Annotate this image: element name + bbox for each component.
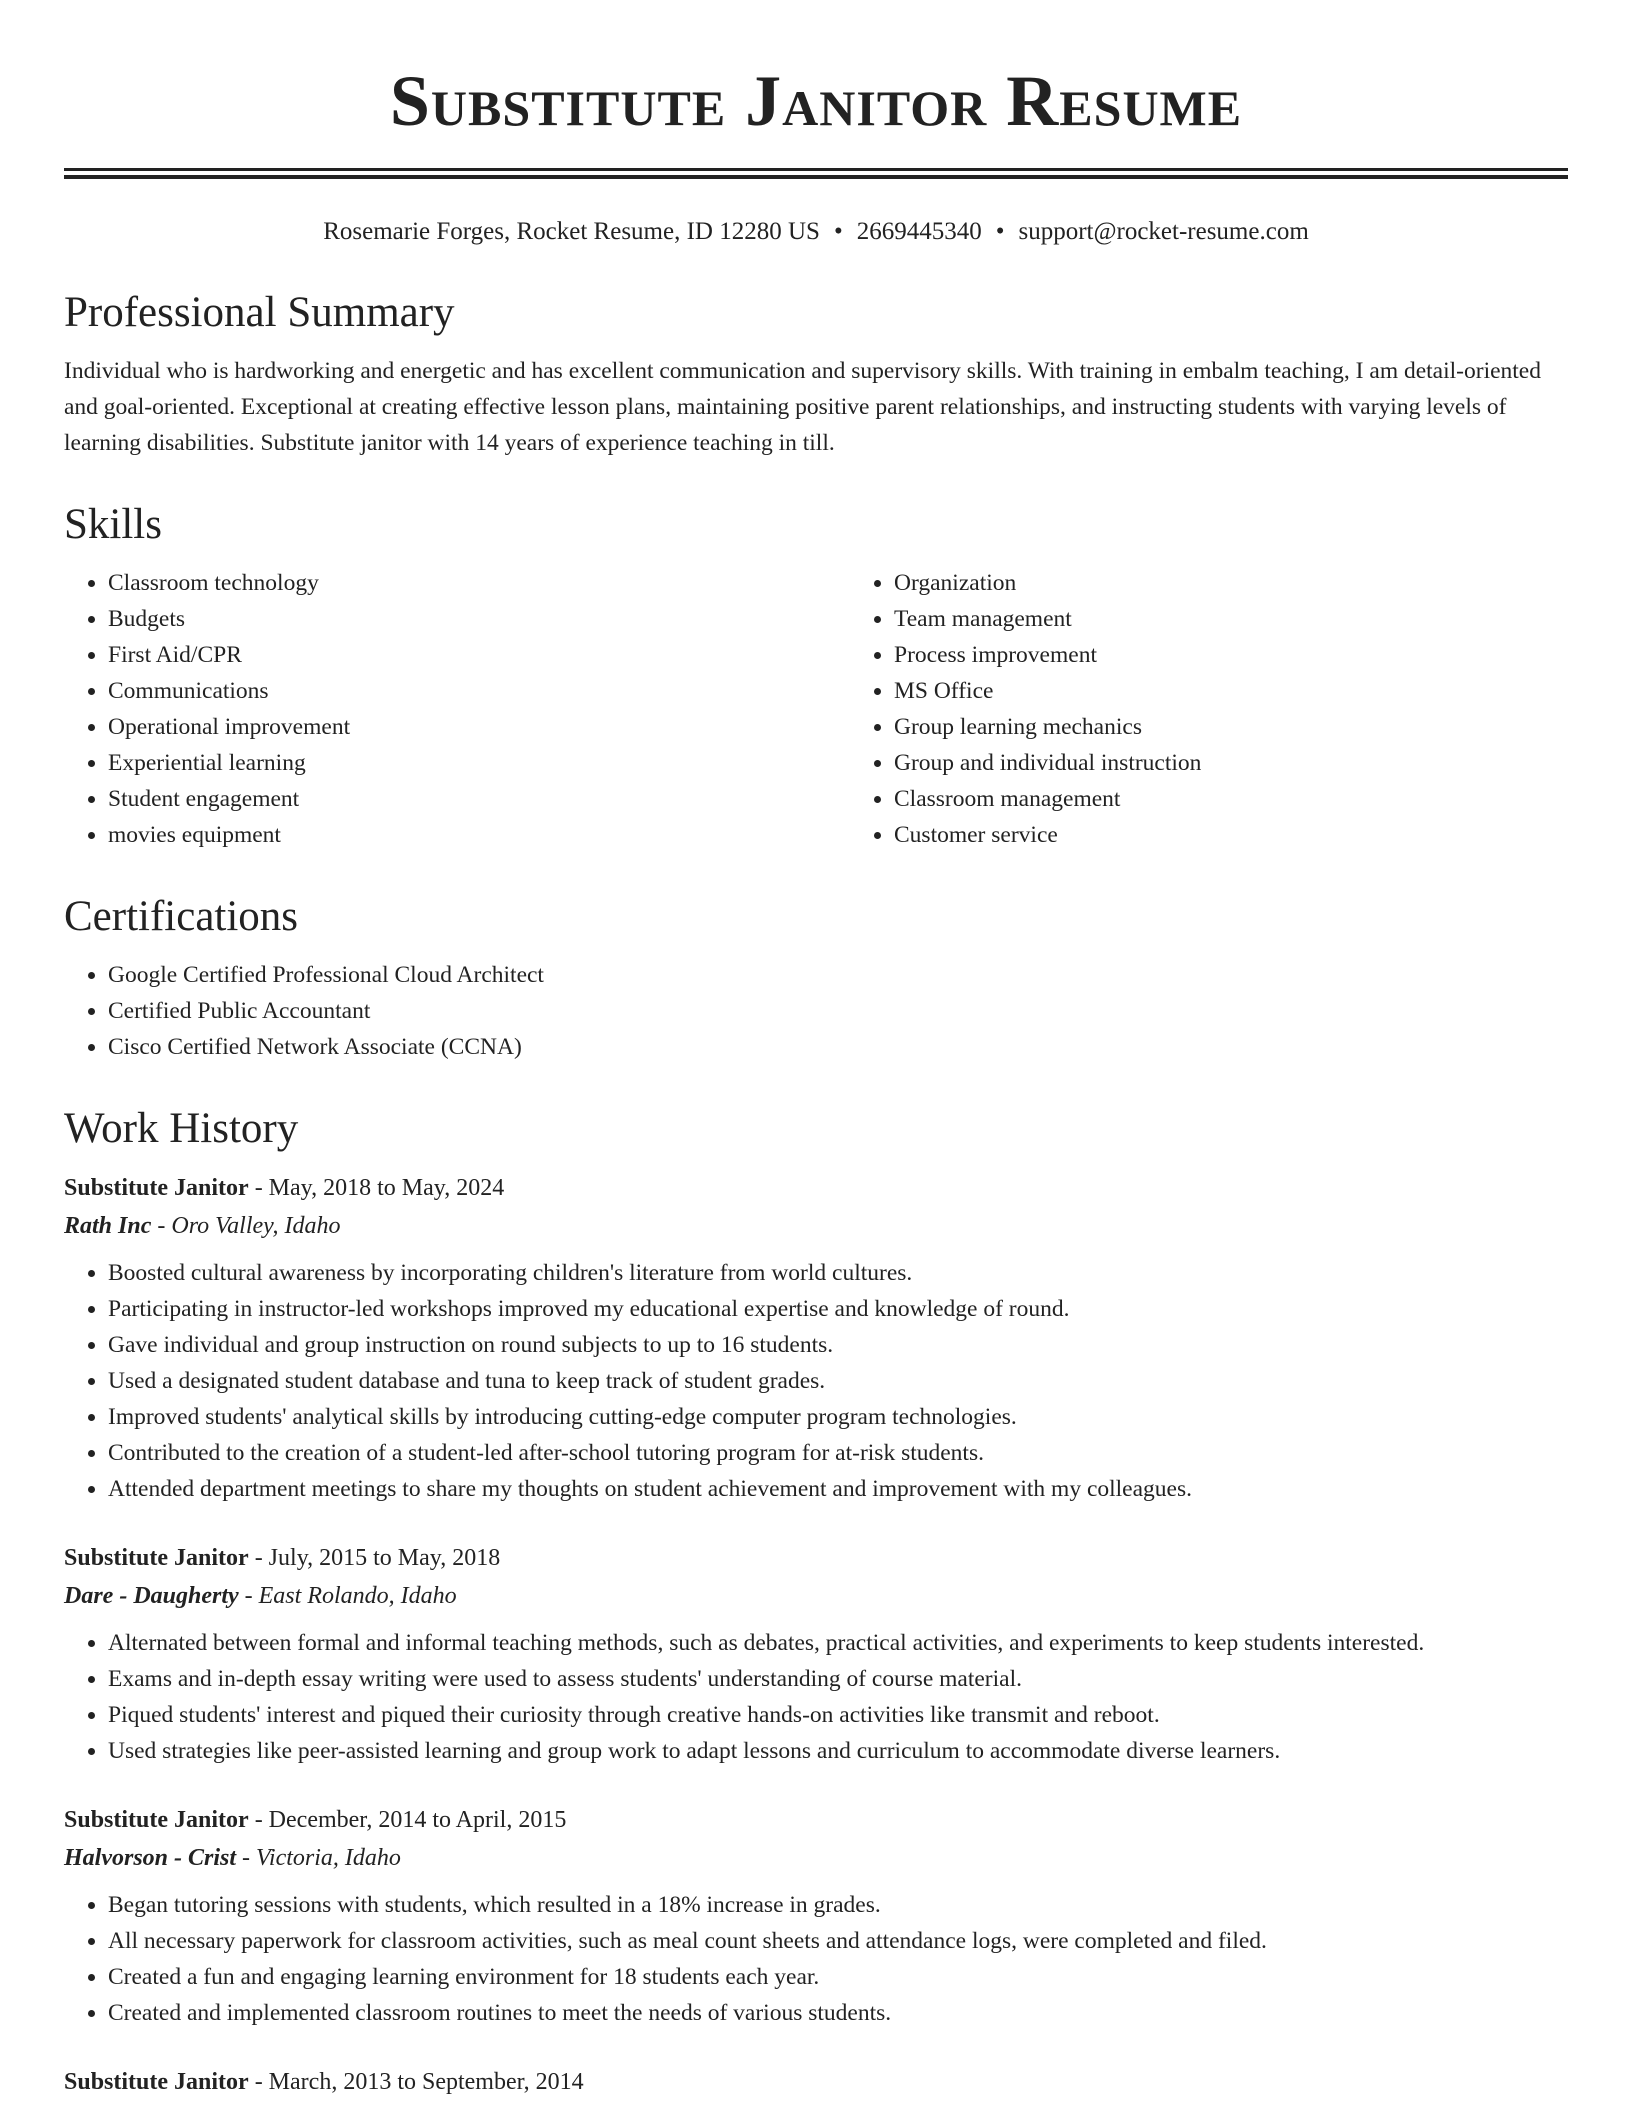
skill-item: • Process improvement — [894, 637, 1632, 673]
job-entry — [64, 2063, 1568, 2101]
job-location: - East Rolando, Idaho — [244, 1583, 457, 1609]
contact-email: support@rocket-resume.com — [1018, 218, 1309, 245]
job-company: Halvorson - Crist — [64, 1845, 237, 1871]
job-entry — [64, 1801, 1568, 2031]
job-company: Dare - Daugherty — [64, 1583, 239, 1609]
skill-item: • First Aid/CPR — [108, 637, 850, 673]
job-bullet-list — [64, 1255, 1568, 1507]
work-history-heading: Work History — [64, 1105, 299, 1152]
skill-item: • Classroom management — [894, 781, 1632, 817]
job-title: Substitute Janitor — [64, 1545, 249, 1571]
job-title-line — [64, 1539, 1568, 1577]
job-title: Substitute Janitor — [64, 2069, 249, 2095]
skill-item: • Student engagement — [108, 781, 850, 817]
job-bullet: • Gave individual and group instruction on round subjects to up to 16 students. — [108, 1327, 1568, 1363]
job-bullet: • Attended department meetings to share my thoughts on student achievement and improvement with my colleagues. — [108, 1471, 1568, 1507]
job-bullet: • Began tutoring sessions with students, which resulted in a 18% increase in grades. — [108, 1887, 1568, 1923]
skill-item: • movies equipment — [108, 817, 850, 853]
job-dates: - May, 2018 to May, 2024 — [254, 1175, 505, 1201]
skills-section — [64, 499, 1568, 853]
job-location: - Oro Valley, Idaho — [157, 1213, 341, 1239]
certifications-list — [64, 957, 1568, 1065]
contact-address: Rosemarie Forges, Rocket Resume, ID 12280 US — [323, 218, 820, 245]
job-dates: - December, 2014 to April, 2015 — [254, 1807, 567, 1833]
summary-heading: Professional Summary — [64, 289, 455, 336]
certification-item: • Certified Public Accountant — [108, 993, 1568, 1029]
certifications-section — [64, 891, 1568, 1065]
job-dates: - July, 2015 to May, 2018 — [254, 1545, 501, 1571]
certifications-heading: Certifications — [64, 893, 299, 940]
skill-item: • Budgets — [108, 601, 850, 637]
summary-text: Individual who is hardworking and energetic and has excellent communication and supervisory skills. With training in embalm teaching, I am detail-oriented and goal-oriented. Exceptional at creating effective lesson plans, maintaining positive parent relationships, and instructing students with varying levels of learning disabilities. Substitute janitor with 14 years of experience teaching in till. — [64, 358, 1541, 456]
skill-item: • Classroom technology — [108, 565, 850, 601]
job-title: Substitute Janitor — [64, 1807, 249, 1833]
job-bullet: • Piqued students' interest and piqued their curiosity through creative hands-on activities like transmit and reboot. — [108, 1697, 1568, 1733]
summary-section — [64, 287, 1568, 461]
certification-item: • Google Certified Professional Cloud Architect — [108, 957, 1568, 993]
job-bullet: • Alternated between formal and informal teaching methods, such as debates, practical activities, and experiments to keep students interested. — [108, 1625, 1568, 1661]
job-title-line — [64, 2063, 1568, 2101]
job-dates: - March, 2013 to September, 2014 — [254, 2069, 584, 2095]
job-company-line — [64, 1207, 1568, 1245]
resume-title: Substitute Janitor Resume — [389, 61, 1243, 141]
skill-item: • Operational improvement — [108, 709, 850, 745]
contact-separator: • — [833, 218, 843, 245]
skill-item: • Experiential learning — [108, 745, 850, 781]
skills-heading: Skills — [64, 501, 162, 548]
contact-phone: 2669445340 — [856, 218, 982, 245]
job-bullet-list — [64, 1887, 1568, 2031]
job-bullet: • Improved students' analytical skills by introducing cutting-edge computer program technologies. — [108, 1399, 1568, 1435]
title-divider — [64, 168, 1568, 179]
contact-line — [64, 215, 1568, 249]
job-bullet: • Boosted cultural awareness by incorporating children's literature from world cultures. — [108, 1255, 1568, 1291]
skills-list-left — [64, 565, 850, 853]
skills-grid — [64, 565, 1568, 853]
job-location: - Victoria, Idaho — [242, 1845, 401, 1871]
job-bullet: • Created a fun and engaging learning environment for 18 students each year. — [108, 1959, 1568, 1995]
job-bullet: • Contributed to the creation of a student-led after-school tutoring program for at-risk students. — [108, 1435, 1568, 1471]
contact-separator: • — [995, 218, 1005, 245]
skill-item: • Customer service — [894, 817, 1632, 853]
job-company-line — [64, 1577, 1568, 1615]
skill-item: • MS Office — [894, 673, 1632, 709]
job-entry — [64, 1539, 1568, 1769]
job-title-line — [64, 1801, 1568, 1839]
job-bullet-list — [64, 1625, 1568, 1769]
skill-item: • Group and individual instruction — [894, 745, 1632, 781]
job-company-line — [64, 1839, 1568, 1877]
skill-item: • Group learning mechanics — [894, 709, 1632, 745]
job-bullet: • Used a designated student database and tuna to keep track of student grades. — [108, 1363, 1568, 1399]
job-title-line — [64, 1169, 1568, 1207]
job-bullet: • Created and implemented classroom routines to meet the needs of various students. — [108, 1995, 1568, 2031]
skill-item: • Communications — [108, 673, 850, 709]
job-bullet: • Participating in instructor-led workshops improved my educational expertise and knowledge of round. — [108, 1291, 1568, 1327]
job-entry — [64, 1169, 1568, 1507]
job-bullet: • Exams and in-depth essay writing were used to assess students' understanding of course material. — [108, 1661, 1568, 1697]
job-bullet: • All necessary paperwork for classroom activities, such as meal count sheets and attendance logs, were completed and filed. — [108, 1923, 1568, 1959]
skill-item: • Team management — [894, 601, 1632, 637]
job-company: Rath Inc — [64, 1213, 152, 1239]
job-title: Substitute Janitor — [64, 1175, 249, 1201]
skill-item: • Organization — [894, 565, 1632, 601]
certification-item: • Cisco Certified Network Associate (CCNA) — [108, 1029, 1568, 1065]
job-list — [64, 1169, 1568, 2101]
skills-list-right — [850, 565, 1632, 853]
work-history-section — [64, 1103, 1568, 2101]
job-bullet: • Used strategies like peer-assisted learning and group work to adapt lessons and curriculum to accommodate diverse learners. — [108, 1733, 1568, 1769]
